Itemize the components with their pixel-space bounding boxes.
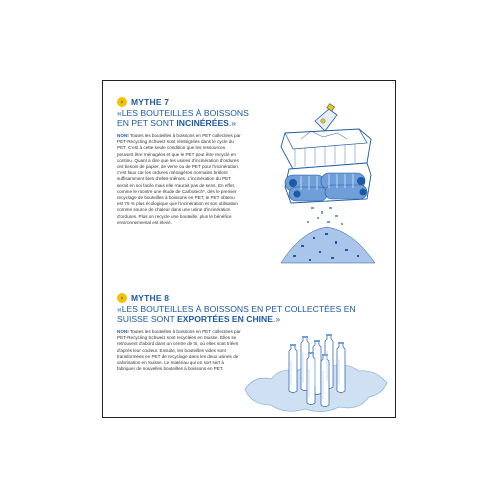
myth-7-section (117, 97, 267, 226)
chevron-right-icon: › (117, 293, 127, 303)
document-page (102, 80, 396, 418)
myth-8-quote (117, 304, 385, 324)
bottles-switzerland-illustration (241, 331, 391, 417)
bottle-icon (315, 104, 337, 131)
myth-8-body (117, 329, 241, 372)
myth-7-heading (117, 97, 267, 107)
myth-7-text: Toutes les bouteilles à boissons en PET collectées par PET-Recycling Schweiz sont réintégrées dans le cycle du PET. C'est à cette seule condition que les ressources peuvent être ménagées et que le PET peut être recyclé en continu. Quant à dire que les usines d'incinération d'ordures ont besoin de papier, de verre ou de PET pour l'incinération, c'est faux car les ordures ménagères normales brûlent suffisamment bien d'elles-mêmes. L'incinération du PET serait en soi facile mais elle n'aurait pas de sens. En effet, comme le montre une étude de Carbotech*, dès le premier recyclage de bouteilles à boissons en PET, le PET obtenu est 75 % plus écologique que l'incinération et son utilisation comme source de chaleur dans une usine d'incinération d'ordures. Plus on recycle une bouteille, plus le bénéfice environnemental est élevé. (117, 133, 241, 225)
myth-7-non: NON! (117, 133, 129, 138)
myth-7-quote (117, 108, 257, 128)
myth-7-quote-start: «LES BOUTEILLES À BOISSONS EN PET SONT (117, 108, 249, 128)
myth-8-label: MYTHE 8 (131, 293, 170, 303)
chevron-right-icon: › (117, 97, 127, 107)
myth-7-body (117, 133, 242, 226)
myth-7-label: MYTHE 7 (131, 97, 170, 107)
myth-8-quote-emphasis: EXPORTÉES EN CHINE (177, 314, 273, 324)
myth-8-quote-start: «LES BOUTEILLES À BOISSONS EN PET COLLECTÉES EN SUISSE SONT (117, 304, 356, 324)
myth-7-quote-end: .» (228, 118, 237, 128)
shredder-illustration (271, 103, 386, 268)
myth-8-text: Toutes les bouteilles à boissons en PET collectées par PET-Recycling Schweiz sont recyclées en Suisse. Elles se retrouvent d'abord dans un centre de tri, où elles sont triées d'après leur couleur. Ensuite, les bouteilles vides sont transformées en PET de recyclage dans les deux usines de valorisation en Suisse. Le matériau qui en sort sert à fabriquer de nouvelles bouteilles à boissons en PET. (117, 329, 241, 372)
myth-8-heading (117, 293, 387, 303)
myth-8-non: NON! (117, 329, 129, 334)
myth-8-quote-end: .» (273, 314, 281, 324)
myth-7-quote-emphasis: INCINÉRÉES (176, 118, 229, 128)
